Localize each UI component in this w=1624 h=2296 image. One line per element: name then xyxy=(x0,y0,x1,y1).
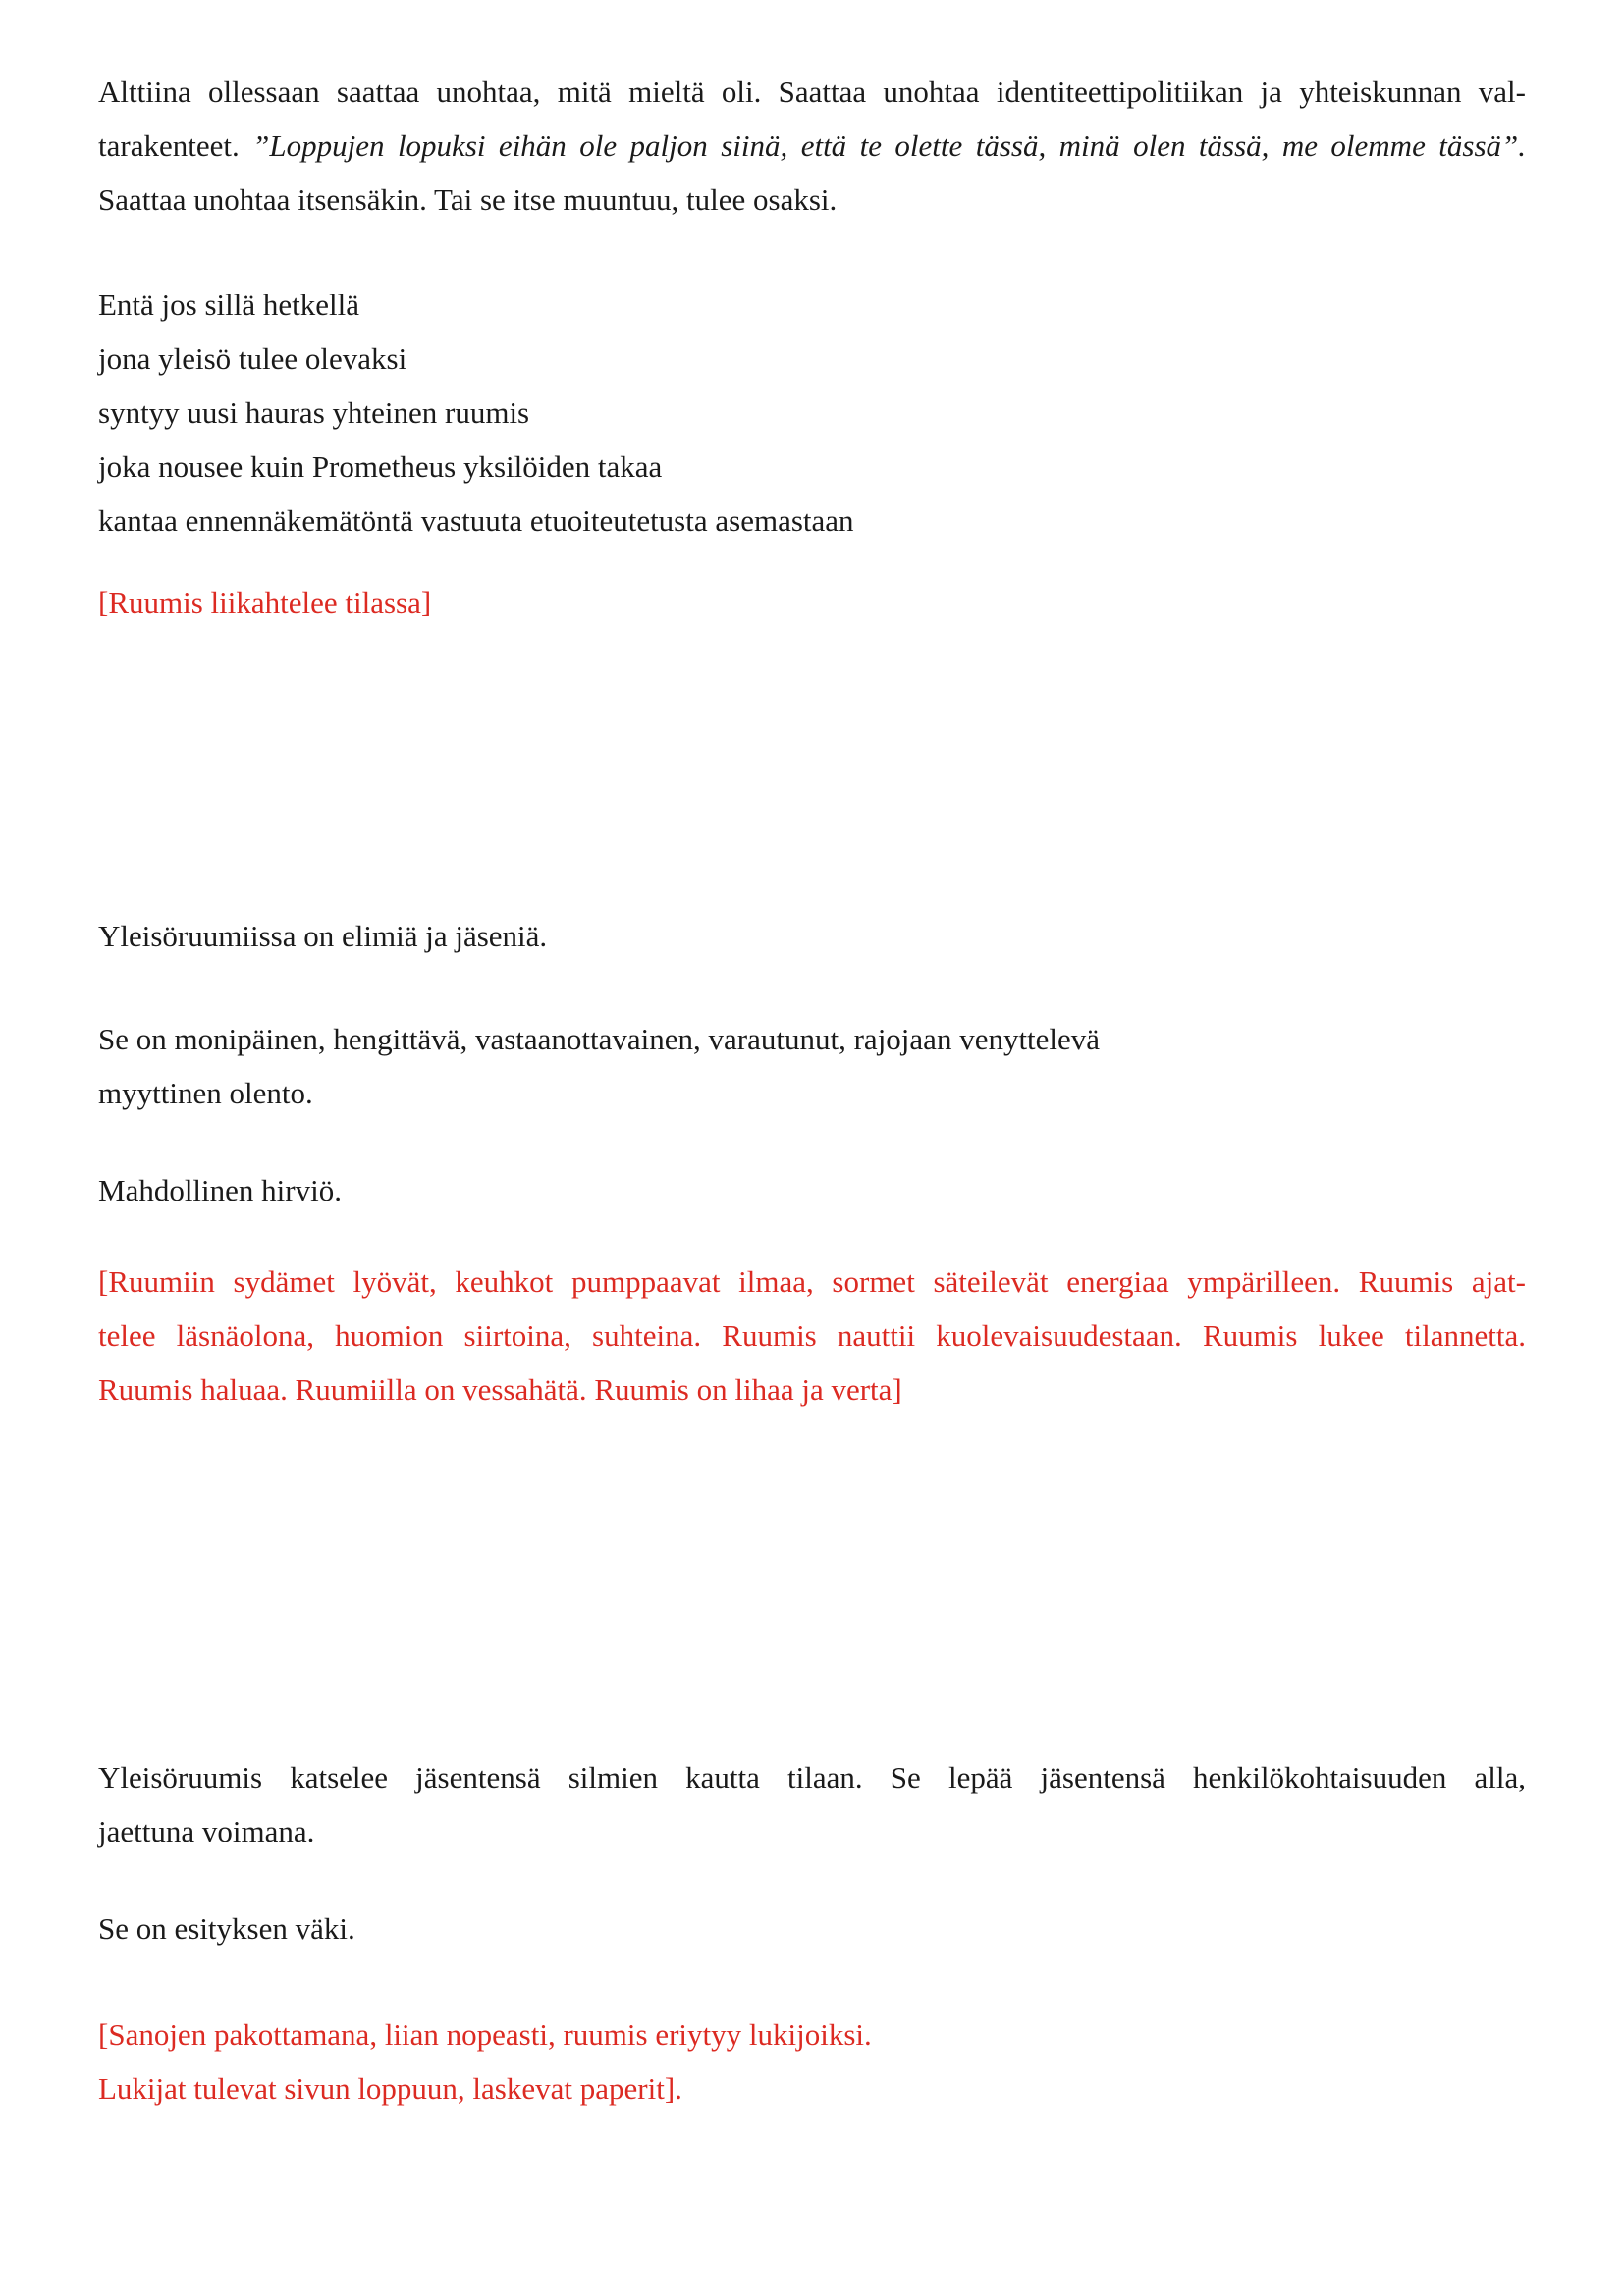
paragraph-audience-body xyxy=(98,1750,1526,1858)
paragraph-monster xyxy=(98,1163,1526,1217)
paragraph-audience-body-line1: Yleisöruumis katselee jäsentensä silmien kautta tilaan. Se lepää jäsentensä henkilökohtaisuuden alla, xyxy=(98,1760,1526,1794)
poem-stanza xyxy=(98,278,1526,548)
poem-line-2: jona yleisö tulee olevaksi xyxy=(98,342,407,376)
stage-direction-3 xyxy=(98,2007,1526,2115)
stage-direction-3-line2: Lukijat tulevat sivun loppuun, laskevat paperit]. xyxy=(98,2071,682,2106)
paragraph-intro-line1: Alttiina ollessaan saattaa unohtaa, mitä mieltä oli. Saattaa unohtaa identiteettipolitiikan ja yhteiskunnan val- xyxy=(98,75,1526,109)
stage-direction-2-line3: Ruumis haluaa. Ruumiilla on vessahätä. Ruumis on lihaa ja verta] xyxy=(98,1372,902,1407)
paragraph-intro-quote-italic: ”Loppujen lopuksi eihän ole paljon siinä, että te olette tässä, minä olen tässä, me olemme tässä”. xyxy=(252,129,1526,163)
paragraph-organs xyxy=(98,909,1526,963)
paragraph-intro xyxy=(98,65,1526,227)
paragraph-organs-text: Yleisöruumiissa on elimiä ja jäseniä. xyxy=(98,919,548,953)
poem-line-3: syntyy uusi hauras yhteinen ruumis xyxy=(98,396,530,430)
paragraph-mythic-being-line1: Se on monipäinen, hengittävä, vastaanottavainen, varautunut, rajojaan venyttelevä xyxy=(98,1022,1101,1056)
paragraph-intro-line2-roman: tarakenteet. xyxy=(98,129,253,163)
paragraph-intro-line2 xyxy=(98,119,1526,173)
stage-direction-1 xyxy=(98,575,1526,629)
stage-direction-1-text: [Ruumis liikahtelee tilassa] xyxy=(98,585,432,619)
stage-direction-2 xyxy=(98,1255,1526,1416)
stage-direction-2-line2: telee läsnäolona, huomion siirtoina, suhteina. Ruumis nauttii kuolevaisuudestaan. Ruumis lukee tilannetta. xyxy=(98,1318,1526,1353)
paragraph-audience-body-line2: jaettuna voimana. xyxy=(98,1814,315,1848)
paragraph-mythic-being xyxy=(98,1012,1526,1120)
poem-line-4: joka nousee kuin Prometheus yksilöiden takaa xyxy=(98,450,663,484)
poem-line-5: kantaa ennennäkemätöntä vastuuta etuoiteutetusta asemastaan xyxy=(98,504,854,538)
stage-direction-2-line1: [Ruumiin sydämet lyövät, keuhkot pumppaavat ilmaa, sormet säteilevät energiaa ympärilleen. Ruumis ajat- xyxy=(98,1264,1526,1299)
stage-direction-3-line1: [Sanojen pakottamana, liian nopeasti, ruumis eriytyy lukijoiksi. xyxy=(98,2017,872,2052)
paragraph-performance-folk-text: Se on esityksen väki. xyxy=(98,1911,355,1946)
paragraph-monster-text: Mahdollinen hirviö. xyxy=(98,1173,342,1207)
paragraph-intro-line3: Saattaa unohtaa itsensäkin. Tai se itse muuntuu, tulee osaksi. xyxy=(98,183,838,217)
poem-line-1: Entä jos sillä hetkellä xyxy=(98,288,360,322)
paragraph-performance-folk xyxy=(98,1901,1526,1955)
paragraph-mythic-being-line2: myyttinen olento. xyxy=(98,1076,313,1110)
